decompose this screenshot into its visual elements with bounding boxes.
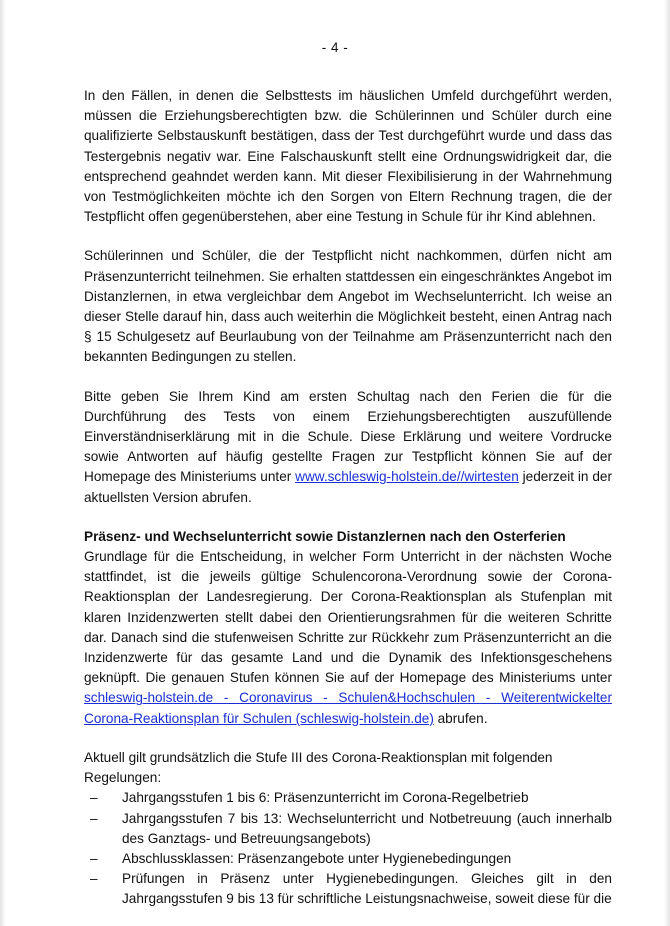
list-item (84, 869, 612, 909)
paragraph-testpflicht: Schülerinnen und Schüler, die der Testpflicht nicht nachkommen, dürfen nicht am Präsenzunterricht teilnehmen. Sie erhalten stattdessen ein eingeschränktes Angebot im Distanzlernen, in etwa vergleichbar dem Angebot im Wechselunterricht. Ich weise an dieser Stelle darauf hin, dass auch weiterhin die Möglichkeit besteht, einen Antrag nach § 15 Schulgesetz auf Beurlaubung von der Teilnahme am Präsenzunterricht nach den bekannten Bedingungen zu stellen. (84, 248, 612, 365)
section-heading: Präsenz- und Wechselunterricht sowie Distanzlernen nach den Osterferien (84, 528, 566, 544)
paragraph-grundlage (84, 547, 612, 729)
document-body (84, 86, 612, 910)
list-item-text: Jahrgangsstufen 1 bis 6: Präsenzunterricht im Corona-Regelbetrieb (122, 790, 529, 806)
paragraph-text-after: jederzeit in der aktuellsten Version abrufen. (84, 469, 612, 505)
paragraph-stufe-intro: Aktuell gilt grundsätzlich die Stufe III des Corona-Reaktionsplan mit folgenden Regelungen: (84, 749, 553, 786)
list-item-text: Abschlussklassen: Präsenzangebote unter Hygienebedingungen (122, 850, 512, 866)
wirtesten-link[interactable]: www.schleswig-holstein.de//wirtesten (295, 469, 519, 485)
page-shadow-right (664, 0, 670, 926)
page-number: - 4 - (321, 40, 349, 55)
dash-bullet: – (90, 810, 98, 826)
paragraph-selbsttests: In den Fällen, in denen die Selbsttests im häuslichen Umfeld durchgeführt werden, müssen die Erziehungsberechtigten bzw. die Schülerinnen und Schüler durch eine qualifizierte Selbstauskunft bestätigen, dass der Test durchgeführt wurde und dass das Testergebnis negativ war. Eine Falschauskunft stellt eine Ordnungswidrigkeit dar, die entsprechend geahndet werden kann. Mit dieser Flexibilisierung in der Wahrnehmung von Testmöglichkeiten möchte ich den Sorgen von Eltern Rechnung tragen, die der Testpflicht offen gegenüberstehen, aber eine Testung in Schule für ihr Kind ablehnen. (84, 88, 612, 225)
paragraph-text: Grundlage für die Entscheidung, in welcher Form Unterricht in der nächsten Woche stattfindet, ist die jeweils gültige Schulencorona-Verordnung sowie der Corona-Reaktionsplan der Landesregierung. Der Corona-Reaktionsplan als Stufenplan mit klaren Inzidenzwerten stellt dabei den Orientierungsrahmen für die weiteren Schritte dar. Danach sind die stufenweisen Schritte zur Rückkehr zum Präsenzunterricht an die Inzidenzwerte für das gesamte Land und die Dynamik des Infektionsgeschehens geknüpft. Die genauen Stufen können Sie auf der Homepage des Ministeriums unter (84, 549, 612, 686)
list-item-text: Prüfungen in Präsenz unter Hygienebedingungen. Gleiches gilt in den Jahrgangsstufen 9 bis 13 für schriftliche Leistungsnachweise, soweit diese für die (122, 871, 612, 907)
dash-bullet: – (90, 850, 98, 866)
list-item-text: Jahrgangsstufen 7 bis 13: Wechselunterricht und Notbetreuung (auch innerhalb des Ganztags- und Betreuungsangebots) (122, 810, 612, 846)
list-item (84, 788, 612, 808)
regulation-list (84, 788, 612, 909)
dash-bullet: – (90, 790, 98, 806)
dash-bullet: – (90, 871, 98, 887)
list-item (84, 849, 612, 869)
list-item (84, 809, 612, 849)
reaktionsplan-link[interactable]: schleswig-holstein.de - Coronavirus - Schulen&Hochschulen - Weiterentwickelter Corona-Reaktionsplan für Schulen (schleswig-holstein.de) (84, 690, 612, 726)
paragraph-text-after: abrufen. (433, 710, 488, 726)
paragraph-einverstaendnis (84, 387, 612, 508)
page-shadow-left (0, 0, 6, 926)
paragraph-text: Bitte geben Sie Ihrem Kind am ersten Schultag nach den Ferien die für die Durchführung des Tests von einem Erziehungsberechtigten auszufüllende Einverständniserklärung mit in die Schule. Diese Erklärung und weitere Vordrucke sowie Antworten auf häufig gestellte Fragen zur Testpflicht können Sie auf der Homepage des Ministeriums unter (84, 388, 612, 485)
